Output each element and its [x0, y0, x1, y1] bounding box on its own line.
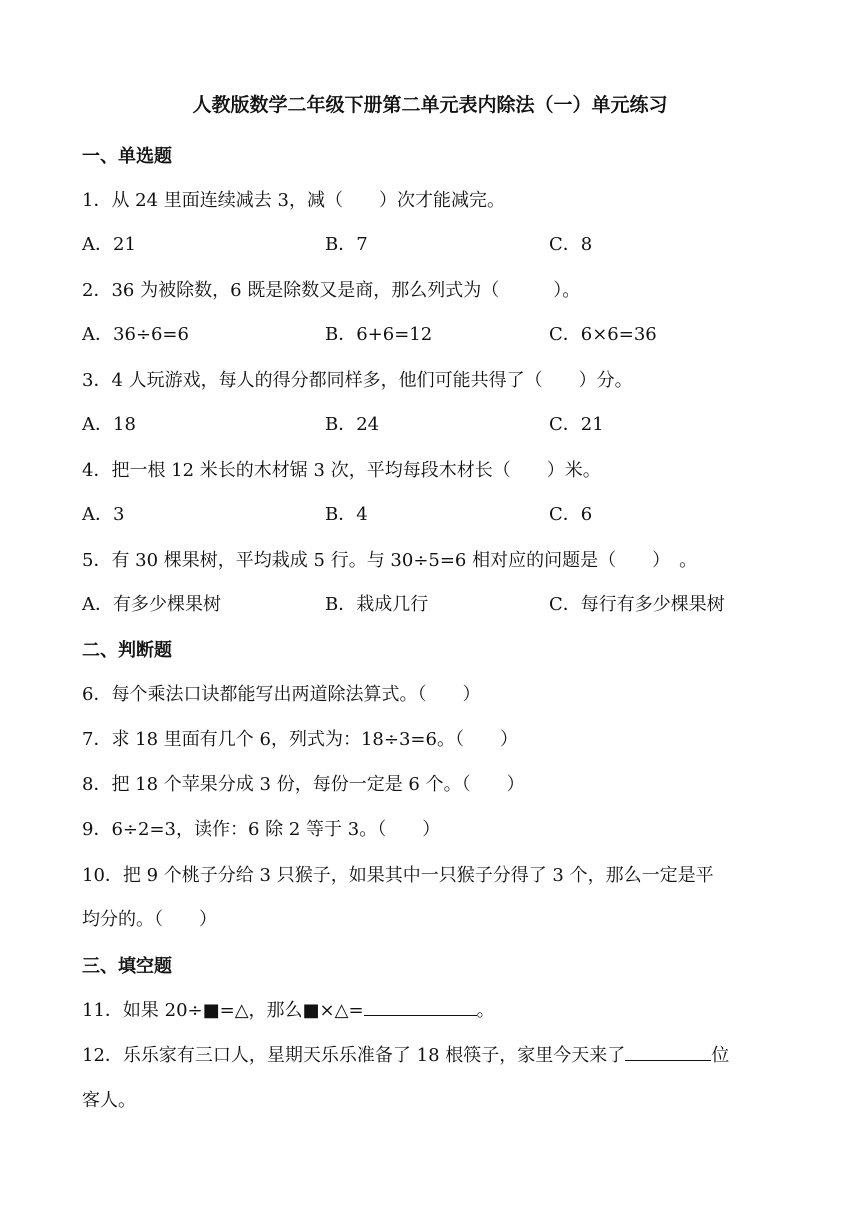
question-1: 1．从 24 里面连续减去 3，减（ ）次才能减完。	[82, 190, 505, 211]
question-4-options	[82, 500, 782, 526]
question-2-options	[82, 320, 782, 346]
question-11-text: 11．如果 20÷■=△，那么■×△=	[82, 1000, 364, 1021]
option-a: A．3	[82, 504, 125, 525]
option-c: C．21	[549, 414, 604, 435]
question-1-options	[82, 230, 782, 256]
option-b: B．栽成几行	[325, 594, 429, 615]
question-12-line-1	[82, 1041, 729, 1067]
option-c: C．每行有多少棵果树	[549, 594, 725, 615]
question-12-line-2: 客人。	[82, 1090, 136, 1111]
option-a: A．18	[82, 414, 136, 435]
question-5: 5．有 30 棵果树，平均栽成 5 行。与 30÷5=6 相对应的问题是（ ） 。	[82, 550, 698, 571]
section-heading-fill-in: 三、填空题	[82, 956, 172, 977]
option-a: A．有多少棵果树	[82, 594, 221, 615]
question-6: 6．每个乘法口诀都能写出两道除法算式。（ ）	[82, 684, 481, 705]
answer-blank[interactable]	[625, 1042, 711, 1061]
question-3-options	[82, 410, 782, 436]
question-10-line-1: 10．把 9 个桃子分给 3 只猴子，如果其中一只猴子分得了 3 个，那么一定是平	[82, 865, 714, 886]
option-c: C．8	[549, 234, 593, 255]
question-7: 7．求 18 里面有几个 6，列式为：18÷3=6。（ ）	[82, 729, 518, 750]
page-title: 人教版数学二年级下册第二单元表内除法（一）单元练习	[192, 94, 668, 116]
option-a: A．21	[82, 234, 136, 255]
option-b: B．24	[325, 414, 380, 435]
question-3: 3．4 人玩游戏，每人的得分都同样多，他们可能共得了（ ）分。	[82, 370, 633, 391]
option-b: B．6+6=12	[325, 324, 433, 345]
answer-blank[interactable]	[364, 997, 477, 1016]
option-b: B．4	[325, 504, 368, 525]
question-5-options	[82, 590, 782, 616]
question-11-end: 。	[476, 1000, 495, 1021]
section-heading-single-choice: 一、单选题	[82, 146, 172, 167]
question-2: 2．36 为被除数，6 既是除数又是商，那么列式为（ ）。	[82, 280, 581, 301]
question-12-text: 12．乐乐家有三口人，星期天乐乐准备了 18 根筷子，家里今天来了	[82, 1045, 626, 1066]
question-10-line-2: 均分的。（ ）	[82, 909, 217, 930]
option-c: C．6×6=36	[549, 324, 657, 345]
option-a: A．36÷6=6	[82, 324, 189, 345]
option-c: C．6	[549, 504, 593, 525]
option-b: B．7	[325, 234, 368, 255]
question-12-unit: 位	[711, 1045, 730, 1066]
section-heading-true-false: 二、判断题	[82, 640, 172, 661]
question-4: 4．把一根 12 米长的木材锯 3 次，平均每段木材长（ ）米。	[82, 460, 601, 481]
question-9: 9．6÷2=3，读作：6 除 2 等于 3。（ ）	[82, 819, 441, 840]
question-11	[82, 996, 495, 1022]
question-8: 8．把 18 个苹果分成 3 份，每份一定是 6 个。（ ）	[82, 774, 525, 795]
